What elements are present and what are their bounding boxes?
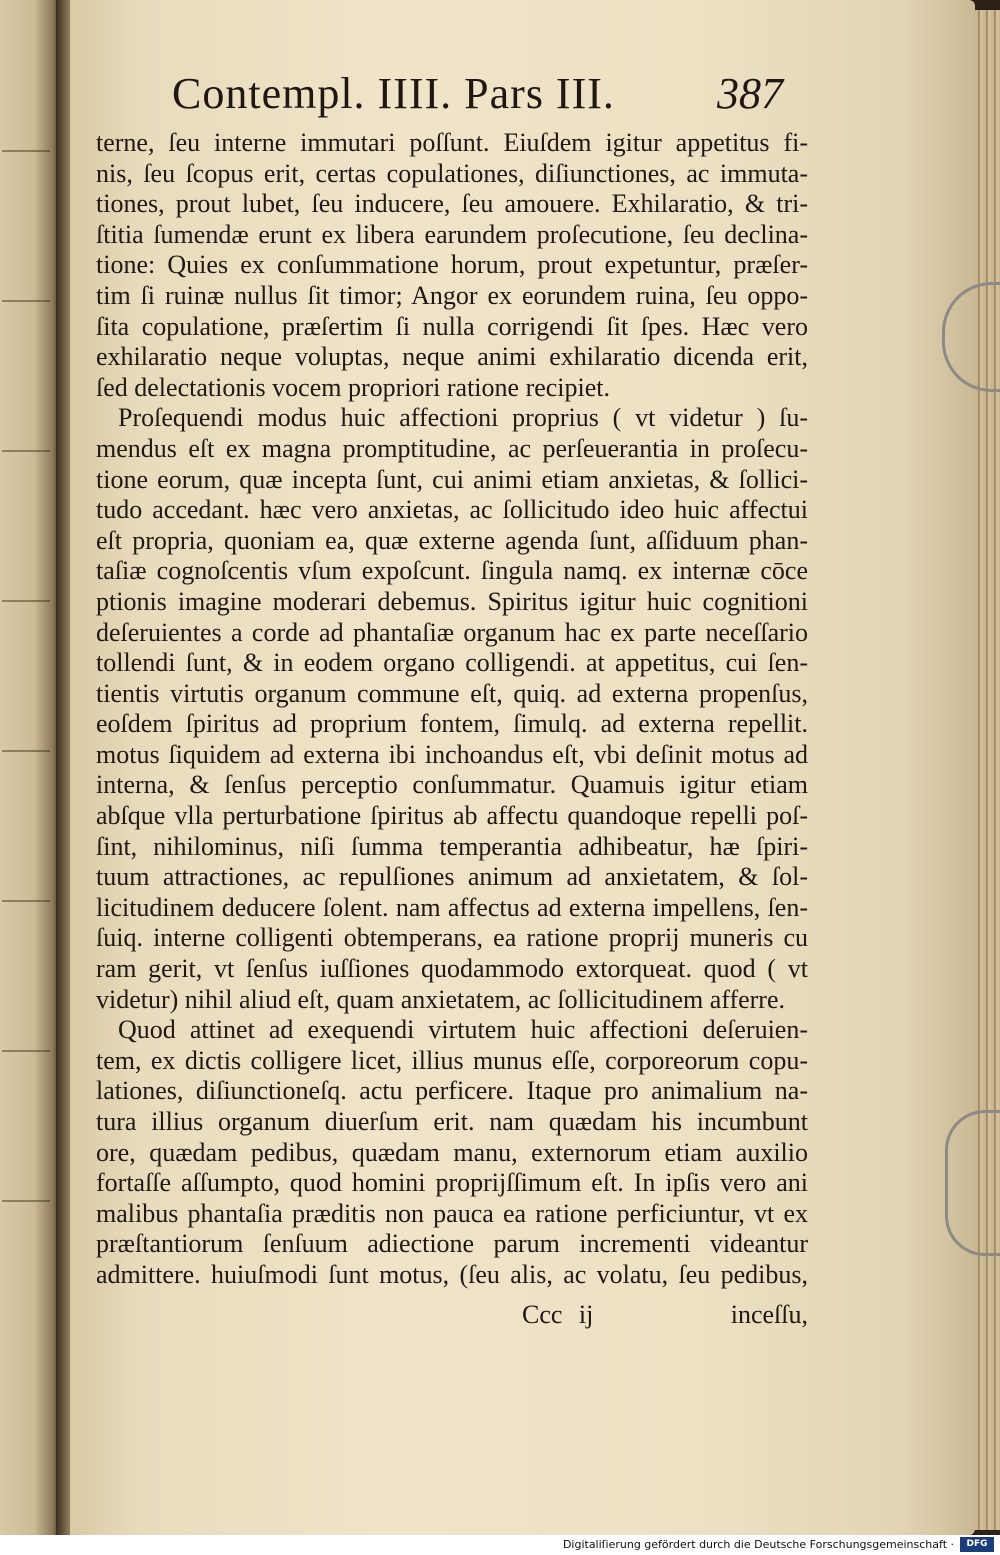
text-line: ſuiq. interne colligenti obtemperans, ea ratione proprij muneris cu — [96, 923, 808, 953]
text-line: nis, ſeu ſcopus erit, certas copulationes, diſiunctiones, ac immuta- — [96, 158, 808, 188]
text-line: Quod attinet ad exequendi virtutem huic affectioni deſeruien- — [118, 1015, 808, 1045]
text-line: Proſequendi modus huic affectioni proprius ( vt videtur ) ſu- — [118, 403, 808, 433]
text-line: ore, quædam pedibus, quædam manu, externorum etiam auxilio — [96, 1137, 808, 1167]
text-line: tim ſi ruinæ nullus ſit timor; Angor ex eorundem ruina, ſeu oppo- — [96, 280, 808, 310]
text-line: lationes, diſiunctioneſq. actu perficere. Itaque pro animalium na- — [96, 1076, 808, 1106]
page-footer — [96, 1300, 808, 1334]
text-line: tiones, prout lubet, ſeu inducere, ſeu amouere. Exhilaratio, & tri- — [96, 189, 808, 219]
text-line: tem, ex dictis colligere licet, illius munus eſſe, corporeorum copu- — [96, 1045, 808, 1075]
credit-text: Digitaliſierung gefördert durch die Deutsche Forschungsgemeinschaft · — [562, 1538, 954, 1551]
text-line: tientis virtutis organum commune eſt, quiq. ad externa propenſus, — [96, 678, 808, 708]
facing-page-edge — [0, 0, 62, 1535]
text-line: exhilaratio neque voluptas, neque animi exhilaratio dicenda erit, — [96, 342, 808, 372]
text-line: mendus eſt ex magna promptitudine, ac perſeuerantia in proſecu- — [96, 433, 808, 463]
text-line: terne, ſeu interne immutari poſſunt. Eiuſdem igitur appetitus fi- — [96, 128, 808, 157]
text-line: ſtitia ſumendæ erunt ex libera earundem proſecutione, ſeu declina- — [96, 219, 808, 249]
signature-mark: Ccc ij — [522, 1300, 594, 1329]
text-line: tuum attractiones, ac repulſiones animum ad anxietatem, & ſol- — [96, 862, 808, 892]
page-body-text — [96, 128, 808, 1291]
text-line: ſita copulatione, præſertim ſi nulla corrigendi ſit ſpes. Hæc vero — [96, 311, 808, 341]
page-block-edge — [975, 10, 1000, 1530]
text-line: præſtantiorum ſenſuum adiectione parum incrementi videantur — [96, 1229, 808, 1259]
text-line: ptionis imagine moderari debemus. Spiritus igitur huic cognitioni — [96, 586, 808, 616]
page-clip — [945, 1110, 1000, 1256]
text-line: admittere. huiuſmodi ſunt motus, (ſeu alis, ac volatu, ſeu pedibus, — [96, 1259, 808, 1289]
text-line: malibus phantaſia præditis non pauca ea ratione perficiuntur, vt ex — [96, 1198, 808, 1228]
text-line: licitudinem deducere ſolent. nam affectus ad externa impellens, ſen- — [96, 892, 808, 922]
text-line: eſt propria, quoniam ea, quæ externe agenda ſunt, aſſiduum phan- — [96, 525, 808, 555]
text-line: interna, & ſenſus perceptio conſummatur. Quamuis igitur etiam — [96, 770, 808, 800]
dfg-logo-icon: DFG — [960, 1537, 994, 1552]
text-line: ſed delectationis vocem propriori ratione recipiet. — [96, 372, 611, 402]
text-line: deſeruientes a corde ad phantaſiæ organum hac ex parte neceſſario — [96, 617, 808, 647]
page-header — [172, 68, 822, 128]
digitization-credit-bar — [0, 1535, 1000, 1555]
text-line: tione: Quies ex conſummatione horum, prout expetuntur, præſer- — [96, 250, 808, 280]
text-line: fortaſſe aſſumpto, quod homini proprijſſimum eſt. In ipſis vero ani — [96, 1168, 808, 1198]
text-line: tudo accedant. hæc vero anxietas, ac ſollicitudo ideo huic affectui — [96, 495, 808, 525]
text-line: tura illius organum diuerſum erit. nam quædam his incumbunt — [96, 1107, 808, 1136]
text-line: taſiæ cognoſcentis vſum expoſcunt. ſingula namq. ex internæ cōce — [96, 556, 808, 586]
text-line: abſque vlla perturbatione ſpiritus ab affectu quandoque repelli poſ- — [96, 801, 808, 831]
text-line: tollendi ſunt, & in eodem organo colligendi. at appetitus, cui ſen- — [96, 648, 808, 678]
page-number: 387 — [717, 69, 783, 118]
text-line: motus ſiquidem ad externa ibi inchoandus eſt, vbi deſinit motus ad — [96, 739, 808, 769]
text-line: eoſdem ſpiritus ad proprium fontem, ſimulq. ad externa repellit. — [96, 709, 808, 739]
running-head: Contempl. IIII. Pars III. — [172, 69, 615, 118]
catchword: inceſſu, — [730, 1300, 808, 1329]
text-line: ſint, nihilominus, niſi ſumma temperantia adhibeatur, hæ ſpiri- — [96, 831, 808, 861]
text-line: tione eorum, quæ incepta ſunt, cui animi etiam anxietas, & ſollici- — [96, 464, 808, 494]
text-line: ram gerit, vt ſenſus iuſſiones quodammodo extorqueat. quod ( vt — [96, 954, 808, 984]
text-line: videtur) nihil aliud eſt, quam anxietatem, ac ſollicitudinem afferre. — [96, 984, 785, 1014]
